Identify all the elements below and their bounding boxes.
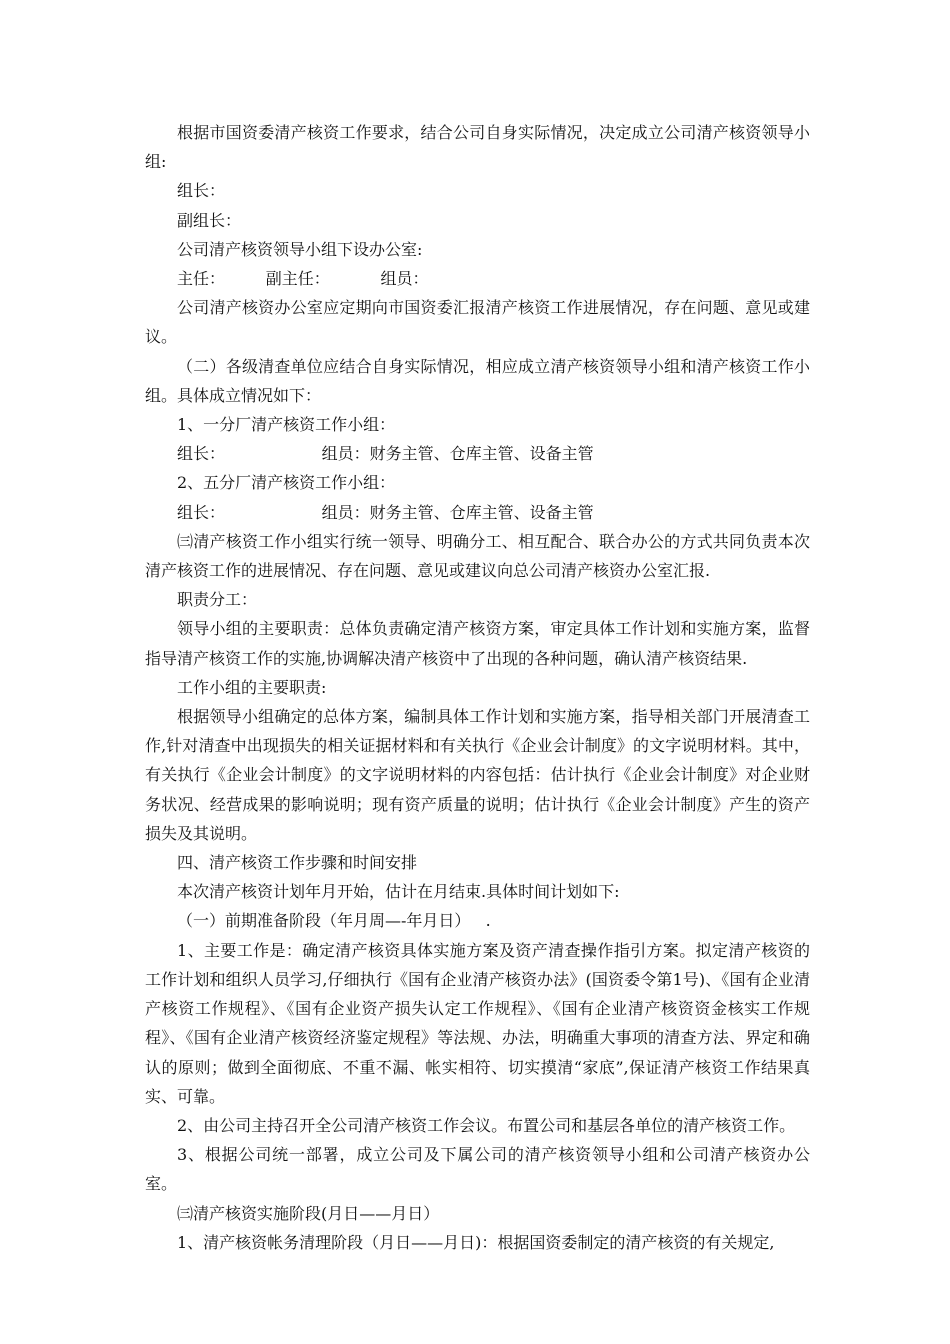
paragraph-phase-one-item-3: 3、根据公司统一部署，成立公司及下属公司的清产核资领导小组和公司清产核资办公室。 [145, 1145, 810, 1194]
paragraph-work-group-heading: 工作小组的主要职责: [177, 677, 327, 697]
paragraph-duties-heading: 职责分工： [177, 590, 258, 610]
paragraph-schedule-intro: 本次清产核资计划年月开始，估计在月结束.具体时间计划如下: [177, 882, 620, 902]
paragraph-leader: 组长： [177, 181, 226, 201]
paragraph-branch-one-members: 组长： 组员：财务主管、仓库主管、设备主管 [177, 444, 594, 464]
paragraph-office-setup: 公司清产核资领导小组下设办公室: [177, 239, 423, 259]
paragraph-office-roles: 主任： 副主任： 组员： [177, 269, 429, 289]
paragraph-phase-three-heading: ㈢清产核资实施阶段(月日——月日） [177, 1203, 440, 1223]
paragraph-branch-five-members: 组长： 组员：财务主管、仓库主管、设备主管 [177, 502, 594, 522]
paragraph-work-group-duties: 根据领导小组确定的总体方案，编制具体工作计划和实施方案，指导相关部门开展清查工作,针对清查中出现损失的相关证据材料和有关执行《企业会计制度》的文字说明材料。其中，有关执行《企业会计制度》的文字说明材料的内容包括：估计执行《企业会计制度》对企业财务状况、经营成果的影响说明；现有资产质量的说明；估计执行《企业会计制度》产生的资产损失及其说明。 [145, 707, 810, 843]
paragraph-branch-one-title: 1、一分厂清产核资工作小组： [177, 415, 396, 435]
paragraph-phase-one-item-2: 2、由公司主持召开全公司清产核资工作会议。布置公司和基层各单位的清产核资工作。 [177, 1115, 796, 1135]
paragraph-deputy-leader: 副组长： [177, 210, 242, 230]
paragraph-leadership-duties: 领导小组的主要职责：总体负责确定清产核资方案，审定具体工作计划和实施方案，监督指导清产核资工作的实施,协调解决清产核资中了出现的各种问题，确认清产核资结果. [145, 619, 810, 668]
paragraph-phase-one-item-1: 1、主要工作是：确定清产核资具体实施方案及资产清查操作指引方案。拟定清产核资的工作计划和组织人员学习,仔细执行《国有企业清产核资办法》(国资委令第1号)、《国有企业清产核资工作规程》、《国有企业资产损失认定工作规程》、《国有企业清产核资资金核实工作规程》、《国有企业清产核资经济鉴定规程》等法规、办法，明确重大事项的清查方法、界定和确认的原则；做到全面彻底、不重不漏、帐实相符、切实摸清“家底”,保证清产核资工作结果真实、可靠。 [145, 940, 810, 1106]
paragraph-section-four-heading: 四、清产核资工作步骤和时间安排 [177, 853, 418, 873]
paragraph-phase-three-item-1: 1、清产核资帐务清理阶段（月日——月日)：根据国资委制定的清产核资的有关规定, [177, 1232, 775, 1252]
paragraph-leadership-intro: 根据市国资委清产核资工作要求，结合公司自身实际情况，决定成立公司清产核资领导小组: [145, 123, 810, 172]
paragraph-office-report: 公司清产核资办公室应定期向市国资委汇报清产核资工作进展情况，存在问题、意见或建议。 [145, 298, 810, 347]
paragraph-section-two: （二）各级清查单位应结合自身实际情况，相应成立清产核资领导小组和清产核资工作小组。具体成立情况如下： [145, 356, 810, 405]
paragraph-phase-one-heading: （一）前期准备阶段（年月周—-年月日） . [177, 911, 491, 931]
paragraph-section-three: ㈢清产核资工作小组实行统一领导、明确分工、相互配合、联合办公的方式共同负责本次清产核资工作的进展情况、存在问题、意见或建议向总公司清产核资办公室汇报. [145, 531, 810, 581]
document-body [145, 118, 810, 1257]
paragraph-branch-five-title: 2、五分厂清产核资工作小组： [177, 473, 396, 493]
